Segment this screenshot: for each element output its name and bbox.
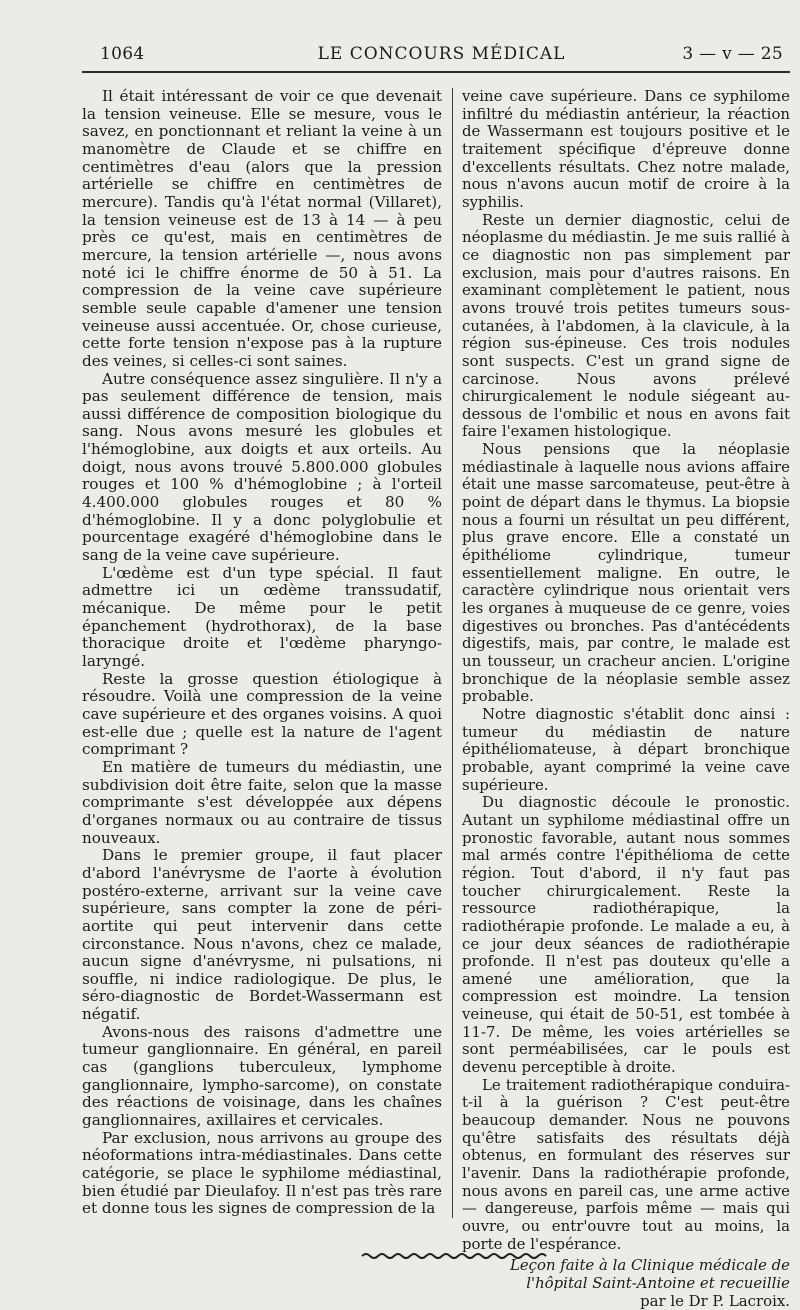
- signature-author: par le Dr P. Lacroix.: [640, 1291, 790, 1310]
- page-header: [100, 44, 783, 68]
- paragraph: Autre conséquence assez singulière. Il n'y a pas seulement différence de tension, mais aussi différence de composition biologique du sang. Nous avons mesuré les globules et l'hémoglobine, aux doigts et aux orteils. Au doigt, nous avons trouvé 5.800.000 globules rouges et 100 % d'hémoglobine ; à l'orteil 4.400.000 globules rouges et 80 % d'hémoglobine. Il y a donc polyglobulie et pourcentage exagéré d'hémoglobine dans le sang de la veine cave supérieure.: [82, 369, 442, 565]
- paragraph: Le traitement radiothérapique conduira-t-il à la guérison ? C'est peut-être beaucoup demander. Nous ne pouvons qu'être satisfaits des résultats déjà obtenus, en formulant des réserves sur l'avenir. Dans la radiothérapie profonde, nous avons en pareil cas, une arme active — dangereuse, parfois même — mais qui ouvre, ou entr'ouvre tout au moins, la porte de l'espérance.: [462, 1075, 790, 1253]
- signature-line: l'hôpital Saint-Antoine et recueillie: [526, 1273, 790, 1292]
- paragraph: Notre diagnostic s'établit donc ainsi : tumeur du médiastin de nature épithéliomateuse, à départ bronchique probable, ayant comprimé la veine cave supérieure.: [462, 704, 790, 794]
- end-ornament: [360, 1252, 550, 1260]
- signature-block: [462, 1257, 790, 1310]
- page-number: 1064: [100, 44, 145, 64]
- paragraph: Reste la grosse question étiologique à résoudre. Voilà une compression de la veine cave supérieure et des organes voisins. A quoi est-elle due ; quelle est la nature de l'agent comprimant ?: [82, 669, 442, 759]
- header-rule: [82, 71, 790, 73]
- paragraph: veine cave supérieure. Dans ce syphilome infiltré du médiastin antérieur, la réaction de Wassermann est toujours positive et le traitement spécifique d'épreuve donne d'excellents résultats. Chez notre malade, nous n'avons aucun motif de croire à la syphilis.: [462, 87, 790, 211]
- paragraph: Nous pensions que la néoplasie médiastinale à laquelle nous avions affaire était une masse sarcomateuse, peut-être à point de départ dans le thymus. La biopsie nous a fourni un résultat un peu différent, plus grave encore. Elle a constaté un épithéliome cylindrique, tumeur essentiellement maligne. En outre, le caractère cylindrique nous orientait vers les organes à muqueuse de ce genre, voies digestives ou bronches. Pas d'antécédents digestifs, mais, par contre, le malade est un tousseur, un cracheur ancien. L'origine bronchique de la néoplasie semble assez probable.: [462, 440, 790, 706]
- column-divider: [452, 88, 453, 1218]
- left-column: [82, 88, 442, 1248]
- paragraph: Reste un dernier diagnostic, celui de néoplasme du médiastin. Je me suis rallié à ce diagnostic non pas simplement par exclusion, mais pour d'autres raisons. En examinant complètement le patient, nous avons trouvé trois petites tumeurs sous-cutanées, à l'abdomen, à la clavicule, à la région sus-épineuse. Ces trois nodules sont suspects. C'est un grand signe de carcinose. Nous avons prélevé chirurgicalement le nodule siégeant au-dessous de l'ombilic et nous en avons fait faire l'examen histologique.: [462, 210, 790, 441]
- paragraph: Il était intéressant de voir ce que devenait la tension veineuse. Elle se mesure, vous le savez, en ponctionnant et reliant la veine à un manomètre de Claude et se chiffre en centimètres d'eau (alors que la pression artérielle se chiffre en centimètres de mercure). Tandis qu'à l'état normal (Villaret), la tension veineuse est de 13 à 14 — à peu près ce qu'est, mais en centimètres de mercure, la tension artérielle —, nous avons noté ici le chiffre énorme de 50 à 51. La compression de la veine cave supérieure semble seule capable d'amener une tension veineuse aussi accentuée. Or, chose curieuse, cette forte tension n'expose pas à la rupture des veines, si celles-ci sont saines.: [82, 87, 442, 370]
- paragraph: Du diagnostic découle le pronostic. Autant un syphilome médiastinal offre un pronostic favorable, autant nous sommes mal armés contre l'épithélioma de cette région. Tout d'abord, il n'y faut pas toucher chirurgicalement. Reste la ressource radiothérapique, la radiothérapie profonde. Le malade a eu, à ce jour deux séances de radiothérapie profonde. Il n'est pas douteux qu'elle a amené une amélioration, que la compression est moindre. La tension veineuse, qui était de 50-51, est tombée à 11-7. De même, les voies artérielles se sont perméabilisées, car le pouls est devenu perceptible à droite.: [462, 793, 790, 1077]
- paragraph: Avons-nous des raisons d'admettre une tumeur ganglionnaire. En général, en pareil cas (ganglions tuberculeux, lymphome ganglionnaire, lympho-sarcome), on constate des réactions de voisinage, dans les chaînes ganglionnaires, axillaires et cervicales.: [82, 1022, 442, 1130]
- paragraph: Dans le premier groupe, il faut placer d'abord l'anévrysme de l'aorte à évolution postéro-externe, arrivant sur la veine cave supérieure, sans compter la zone de péri-aortite qui peut intervenir dans cette circonstance. Nous n'avons, chez ce malade, aucun signe d'anévrysme, ni pulsations, ni souffle, ni indice radiologique. De plus, le séro-diagnostic de Bordet-Wassermann est négatif.: [82, 846, 442, 1024]
- right-column: [462, 87, 790, 1310]
- paragraph: Par exclusion, nous arrivons au groupe des néoformations intra-médiastinales. Dans cette catégorie, se place le syphilome médiastinal, bien étudié par Dieulafoy. Il n'est pas très rare et donne tous les signes de compression de la: [82, 1128, 442, 1218]
- journal-title: LE CONCOURS MÉDICAL: [317, 44, 566, 64]
- paragraph: En matière de tumeurs du médiastin, une subdivision doit être faite, selon que la masse comprimante s'est développée aux dépens d'organes normaux ou au contraire de tissus nouveaux.: [82, 757, 442, 847]
- issue-date: 3 — v — 25: [682, 44, 783, 64]
- signature-line: Leçon faite à la Clinique médicale de: [509, 1256, 790, 1275]
- paragraph: L'œdème est d'un type spécial. Il faut admettre ici un œdème transsudatif, mécanique. De même pour le petit épanchement (hydrothorax), de la base thoracique droite et l'œdème pharyngo-laryngé.: [82, 563, 442, 670]
